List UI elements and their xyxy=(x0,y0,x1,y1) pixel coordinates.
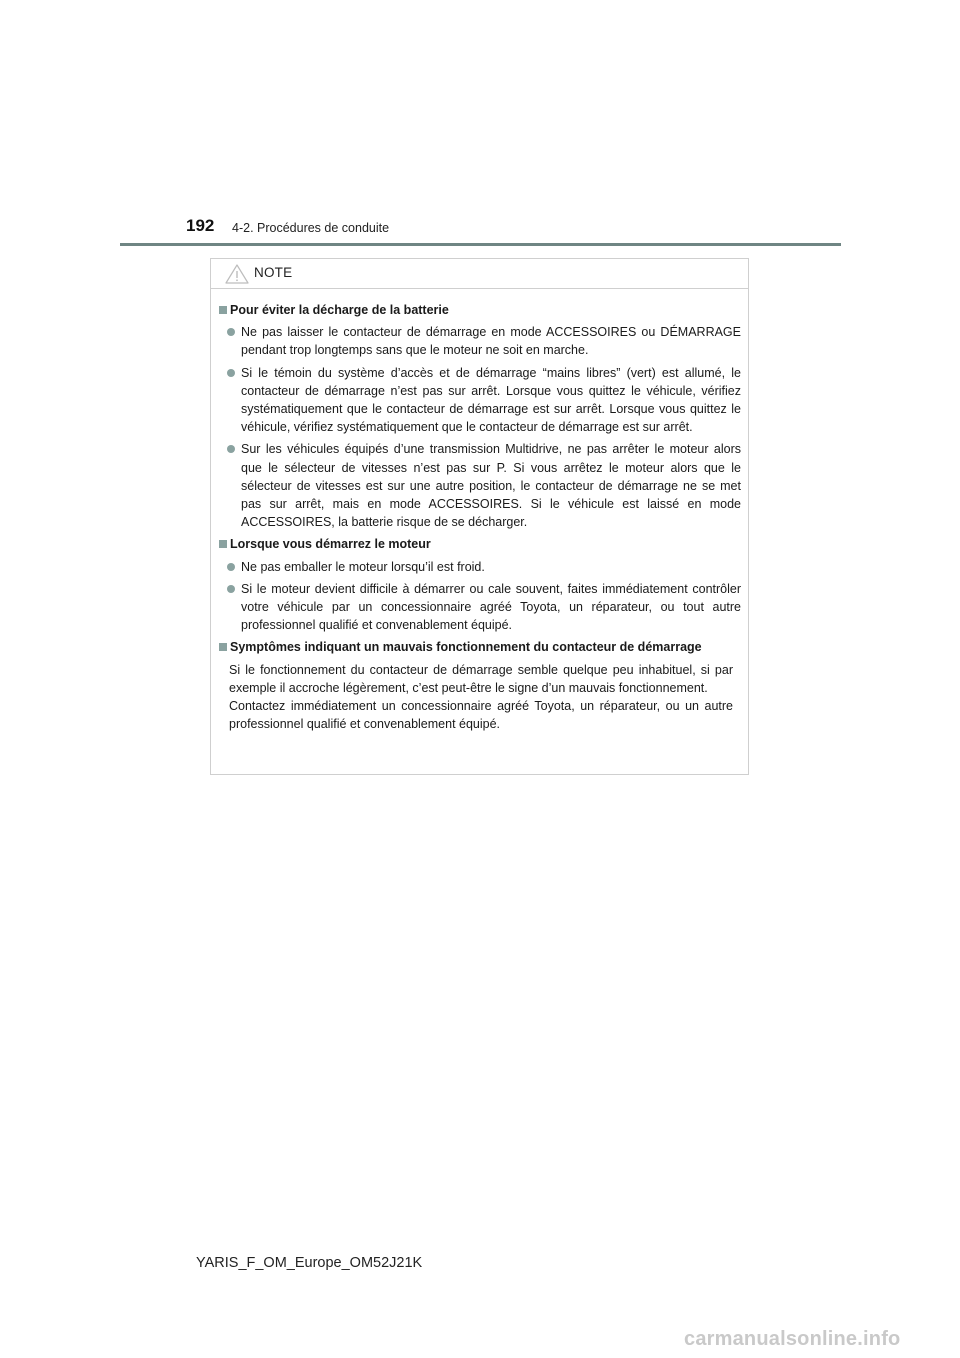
list-item-text: Ne pas emballer le moteur lorsqu’il est froid. xyxy=(241,559,485,574)
header-rule xyxy=(120,243,841,246)
note-section xyxy=(220,638,741,656)
list-item-text: Sur les véhicules équipés d’une transmission Multidrive, ne pas arrêter le moteur alors que le sélecteur de vitesses n’est pas sur P. Si vous arrêtez le moteur alors que le sélecteur de vitesses est sur une autre position, le contacteur de démarrage ne se met pas sur arrêt, mais en mode ACCESSOIRES. Si le véhicule est laissé en mode ACCESSOIRES, la batterie risque de se décharger. xyxy=(241,442,741,530)
page-number: 192 xyxy=(186,216,215,235)
section-heading: Lorsque vous démarrez le moteur xyxy=(230,537,431,552)
list-item xyxy=(220,580,741,635)
round-bullet-icon xyxy=(227,445,235,453)
list-item-text: Ne pas laisser le contacteur de démarrage en mode ACCESSOIRES ou DÉMARRAGE pendant trop longtemps sans que le moteur ne soit en marche. xyxy=(241,325,741,358)
list-item xyxy=(220,323,741,359)
note-header xyxy=(211,259,748,289)
round-bullet-icon xyxy=(227,585,235,593)
warning-triangle-icon xyxy=(225,264,249,284)
section-heading: Pour éviter la décharge de la batterie xyxy=(230,303,449,317)
round-bullet-icon xyxy=(227,328,235,336)
section-title: 4-2. Procédures de conduite xyxy=(232,221,390,235)
note-section xyxy=(220,301,741,319)
note-section xyxy=(220,535,741,553)
paragraph: Contactez immédiatement un concessionnaire agréé Toyota, un réparateur, ou un autre professionnel qualifié et convenablement équipé. xyxy=(229,699,733,732)
list-item xyxy=(220,364,741,437)
note-label: NOTE xyxy=(254,265,293,280)
note-box xyxy=(210,258,749,775)
square-bullet-icon xyxy=(219,540,227,548)
list-item-text: Si le témoin du système d’accès et de démarrage “mains libres” (vert) est allumé, le contacteur de démarrage n’est pas sur arrêt. Lorsque vous quittez le véhicule, vérifiez systématiquement que le contacteur de démarrage est sur arrêt. Lorsque vous quittez le véhicule, vérifiez systématiquement que le contacteur de démarrage est sur arrêt. xyxy=(241,365,741,435)
list-item xyxy=(220,558,741,576)
list-item-text: Si le moteur devient difficile à démarrer ou cale souvent, faites immédiatement contrôler votre véhicule par un concessionnaire agréé Toyota, un réparateur, ou tout autre professionnel qualifié et convenablement équipé. xyxy=(241,581,741,633)
paragraph: Si le fonctionnement du contacteur de démarrage semble quelque peu inhabituel, si par exemple il accroche légèrement, c’est peut-être le signe d’un mauvais fonctionnement. xyxy=(229,662,733,695)
section-heading: Symptômes indiquant un mauvais fonctionnement du contacteur de démarrage xyxy=(230,640,702,655)
list-item xyxy=(220,440,741,531)
round-bullet-icon xyxy=(227,563,235,571)
square-bullet-icon xyxy=(219,306,227,314)
square-bullet-icon xyxy=(219,643,227,651)
document-code: YARIS_F_OM_Europe_OM52J21K xyxy=(196,1255,423,1271)
note-body xyxy=(211,289,748,733)
round-bullet-icon xyxy=(227,369,235,377)
watermark[interactable]: carmanualsonline.info xyxy=(684,1328,901,1350)
